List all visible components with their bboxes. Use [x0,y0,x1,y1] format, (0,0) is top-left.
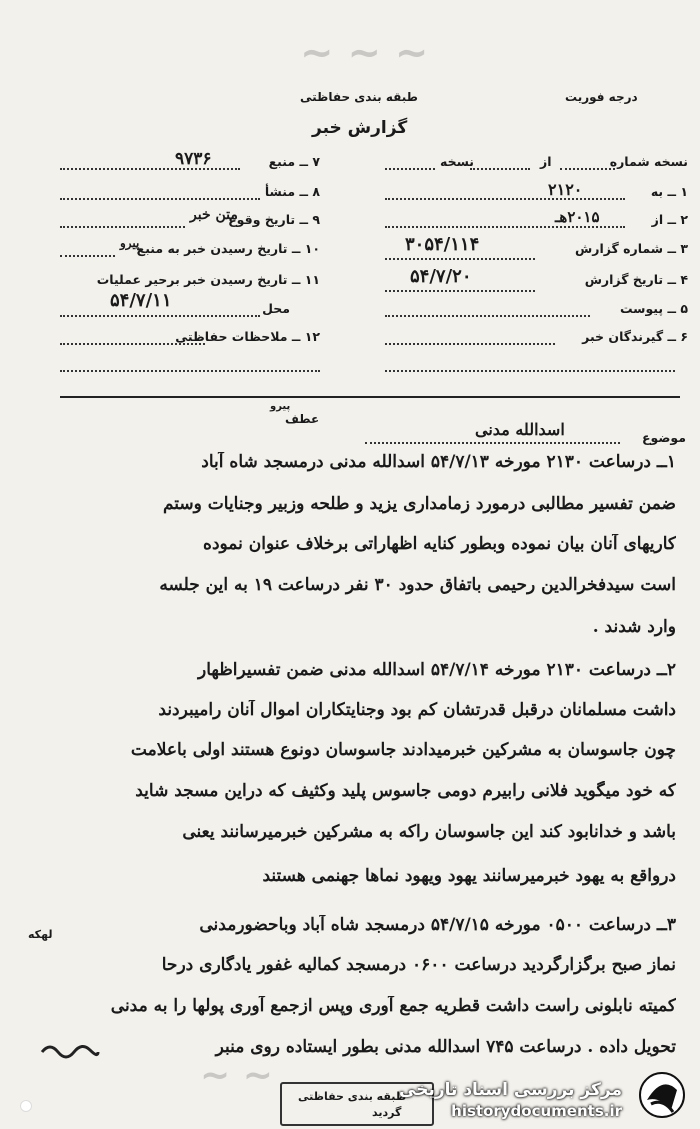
archive-logo-icon [637,1070,687,1120]
dotted-line [365,442,620,444]
copy-from-label: از [540,154,552,169]
dotted-line [385,226,625,228]
source-received-date-value: پیرو [120,236,140,250]
watermark-url: historydocuments.ir [451,1102,622,1120]
margin-note: لهکه [28,928,53,941]
classification-label: طبقه بندی حفاظتی [300,90,418,104]
body-line-6: ۲ــ درساعت ۲۱۳۰ مورخه ۵۴/۷/۱۴ اسدالله مدنی ضمن تفسیراظهار [198,660,676,680]
source-label: ۷ ــ منبع [268,154,320,169]
ops-received-date-label: ۱۱ ــ تاریخ رسیدن خبر برحیر عملیات [96,272,320,287]
reference-label: عطف [285,412,320,426]
origin-label: ۸ ــ منشأ [264,184,320,199]
body-line-5: وارد شدند . [592,617,676,637]
dotted-line [385,168,435,170]
dotted-line [60,370,320,372]
field-from-value: ۲۰۱۵هـ [555,208,600,226]
dotted-line [385,198,625,200]
footer-box-label: طبقه بندی حفاظتی [298,1090,407,1103]
occurrence-date-value: متن خبر [190,207,238,223]
dotted-line [560,168,615,170]
watermark-name: مرکز بررسی اسناد تاریخی [399,1080,622,1100]
body-line-11: درواقع به یهود خبرمیرسانند یهود ویهود نماها جهنمی هستند [262,866,676,886]
dotted-line [385,343,555,345]
body-line-2: ضمن تفسیر مطالبی درمورد زمامداری یزید و طلحه وزبیر وجنایات وستم [162,494,676,514]
source-received-date-label: ۱۰ ــ تاریخ رسیدن خبر به منبع [136,241,320,256]
faint-stamp-bottom: ~ ~ [200,1055,273,1096]
body-line-9: که خود میگوید فلانی رابیرم دومی جاسوس پلید وکثیف که دراین مسجد شاید [135,781,676,801]
report-number-value: ۳۰۵۴/۱۱۴ [405,234,480,255]
dotted-line [60,343,205,345]
dotted-line [385,290,535,292]
punch-hole [20,1100,32,1112]
copy-label: نسخه [440,154,475,169]
body-line-14: کمیته نابلونی راست داشت قطریه جمع آوری وپس ازجمع آوری پولها را به مدنی [110,996,676,1016]
body-line-15: تحویل داده . درساعت ۷۴۵ اسدالله مدنی بطور ایستاده روی منبر [215,1037,676,1057]
location-value: ۵۴/۷/۱۱ [110,290,172,311]
dotted-line [60,168,240,170]
report-number-label: ۳ ــ شماره گزارش [575,241,688,256]
dotted-line [60,198,260,200]
subject-label: موضوع [641,430,686,445]
body-line-4: است سیدفخرالدین رحیمی باتفاق حدود ۳۰ نفر درساعت ۱۹ به این جلسه [159,575,676,595]
subject-value: اسدالله مدنی [475,420,565,439]
field-from-label: ۲ ــ از [651,212,688,227]
source-value: ۹۷۳۶ [175,149,212,169]
body-line-1: ۱ــ درساعت ۲۱۳۰ مورخه ۵۴/۷/۱۳ اسدالله مدنی درمسجد شاه آباد [201,452,676,472]
security-notes-label: ۱۲ ــ ملاحظات حفاظتی [175,329,320,344]
footer-box-sub: گردید [372,1106,402,1119]
dotted-line [385,315,590,317]
body-line-13: نماز صبح برگزارگردید درساعت ۰۶۰۰ درمسجد کمالیه غفور یادگاری درحا [161,955,676,975]
divider-rule [60,396,680,398]
body-line-3: کاریهای آنان بیان نموده وبطور کنایه اظهاراتی برخلاف عنوان نموده [203,534,676,554]
recipients-label: ۶ ــ گیرندگان خبر [582,329,688,344]
faint-stamp-top: ~ ~ ~ [300,30,429,76]
dotted-line [385,258,535,260]
page-title: گزارش خبر [312,118,408,138]
body-line-10: باشد و خدانابود کند این جاسوسان راکه به مشرکین خبرمیرسانند یعنی [182,822,676,842]
location-label: محل [262,301,290,316]
report-date-value: ۵۴/۷/۲۰ [410,266,472,287]
dotted-line [60,255,115,257]
dotted-line [385,370,675,372]
copy-number-label: نسخه شماره [609,154,688,169]
occurrence-date-label: ۹ ــ تاریخ وقوع [228,212,320,227]
body-line-7: داشت مسلمانان درقبل قدرتشان کم بود وجنایتکاران اموال آنان رامیبردند [158,700,676,720]
dotted-line [60,315,260,317]
dotted-line [470,168,530,170]
dotted-line [60,226,185,228]
field-to-label: ۱ ــ به [650,184,688,199]
field-to-value: ۲۱۲۰ [548,180,583,199]
attachment-label: ۵ ــ پیوست [619,301,688,316]
reference-note: پیرو [270,401,291,412]
body-line-8: چون جاسوسان به مشرکین خبرمیدادند جاسوسان دونوع هستند اولی باعلامت [130,740,676,760]
report-date-label: ۴ ــ تاریخ گزارش [584,272,688,287]
scribble-mark [40,1040,100,1060]
body-line-12: ۳ــ درساعت ۰۵۰۰ مورخه ۵۴/۷/۱۵ درمسجد شاه آباد وباحضورمدنی [199,915,676,935]
priority-label: درجه فوریت [565,90,638,104]
